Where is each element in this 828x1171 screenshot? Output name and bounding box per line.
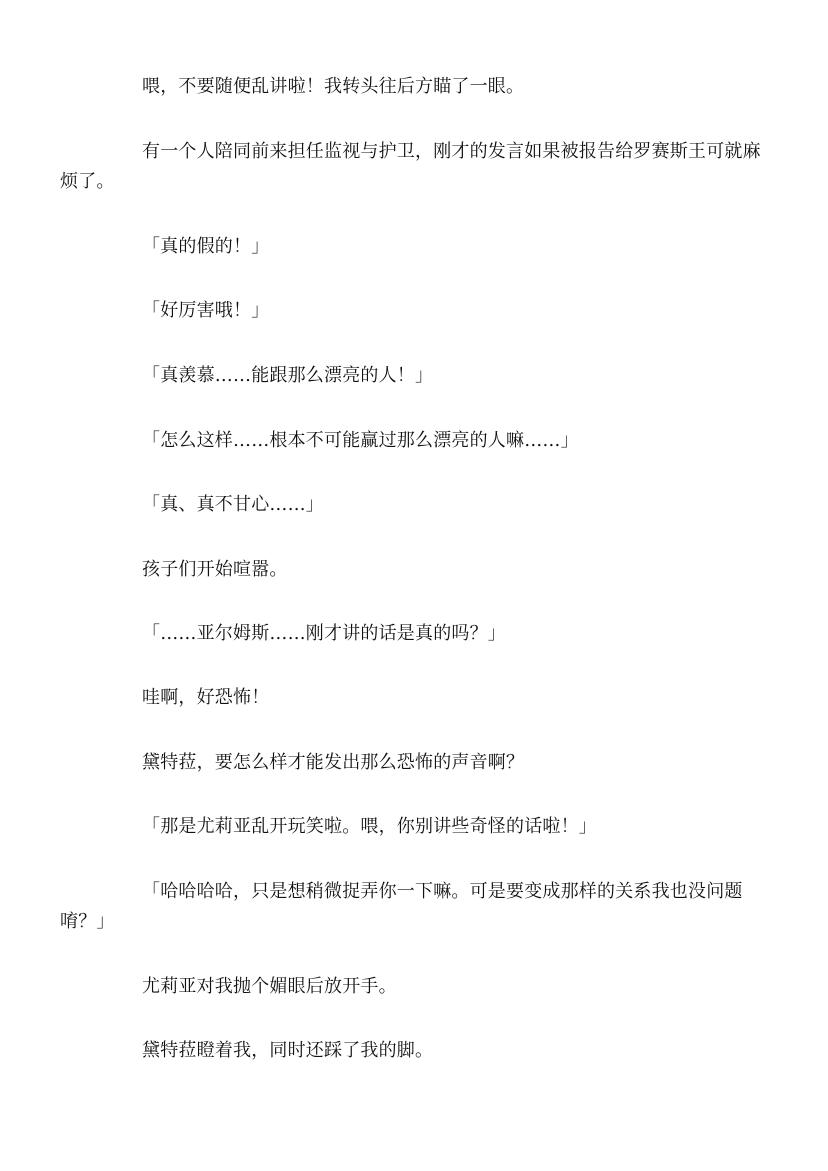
paragraph: 有一个人陪同前来担任监视与护卫，刚才的发言如果被报告给罗赛斯王可就麻烦了。 bbox=[60, 141, 761, 192]
paragraph: 孩子们开始喧嚣。 bbox=[142, 559, 288, 580]
paragraph: 喂，不要随便乱讲啦！我转头往后方瞄了一眼。 bbox=[142, 76, 525, 97]
paragraph: 黛特菈，要怎么样才能发出那么恐怖的声音啊？ bbox=[142, 752, 525, 773]
paragraph: 「那是尤莉亚乱开玩笑啦。喂，你别讲些奇怪的话啦！」 bbox=[142, 816, 597, 837]
paragraph: 「真、真不甘心……」 bbox=[142, 494, 324, 515]
paragraph: 「哈哈哈哈，只是想稍微捉弄你一下嘛。可是要变成那样的关系我也没问题唷？」 bbox=[60, 881, 743, 932]
paragraph: 「好厉害哦！」 bbox=[142, 300, 270, 321]
paragraph: 尤莉亚对我抛个媚眼后放开手。 bbox=[142, 976, 397, 997]
paragraph: 「怎么这样……根本不可能赢过那么漂亮的人嘛……」 bbox=[142, 430, 579, 451]
paragraph: 「真的假的！」 bbox=[142, 236, 270, 257]
paragraph: 「……亚尔姆斯……刚才讲的话是真的吗？」 bbox=[142, 623, 506, 644]
paragraph: 哇啊，好恐怖！ bbox=[142, 687, 270, 708]
paragraph: 「真羡慕……能跟那么漂亮的人！」 bbox=[142, 365, 434, 386]
paragraph: 黛特菈瞪着我，同时还踩了我的脚。 bbox=[142, 1040, 434, 1061]
